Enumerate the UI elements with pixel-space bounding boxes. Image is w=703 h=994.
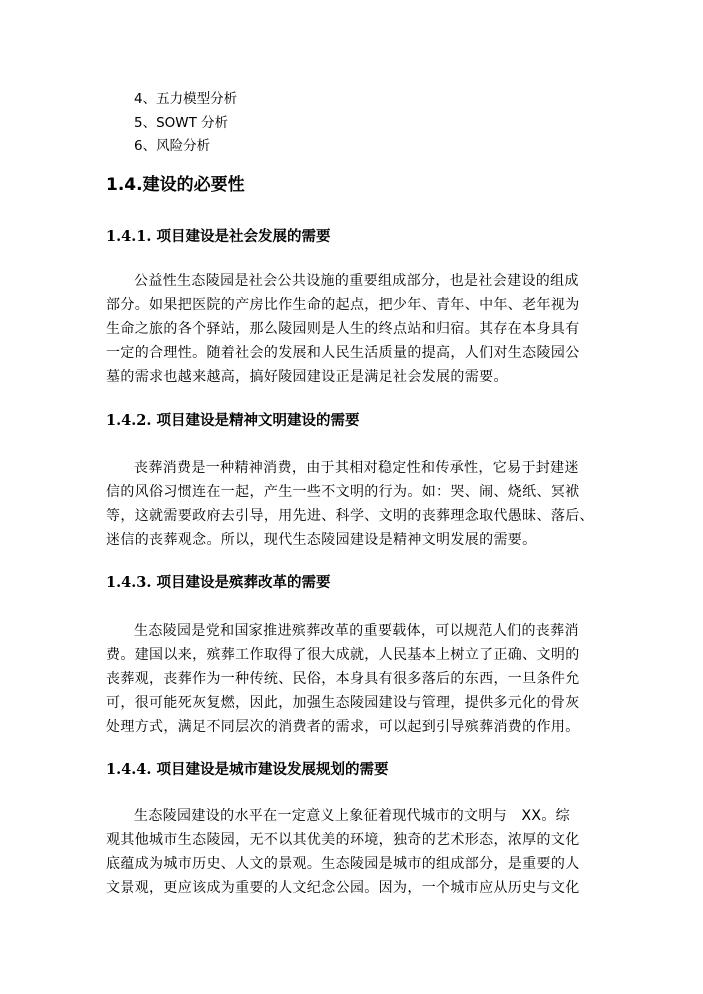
paragraph-line: 观其他城市生态陵园，无不以其优美的环境，独奇的艺术形态，浓厚的文化 (106, 832, 580, 848)
paragraph-line: 生态陵园是党和国家推进殡葬改革的重要载体，可以规范人们的丧葬消 (134, 623, 579, 639)
list-item: 6、风险分析 (134, 138, 211, 154)
subsection-heading: 1.4.2. 项目建设是精神文明建设的需要 (106, 412, 360, 429)
subsection-heading: 1.4.3. 项目建设是殡葬改革的需要 (106, 574, 331, 591)
section-heading: 1.4.建设的必要性 (106, 175, 245, 195)
paragraph-line: 费。建国以来，殡葬工作取得了很大成就，人民基本上树立了正确、文明的 (106, 647, 580, 663)
subsection-heading: 1.4.1. 项目建设是社会发展的需要 (106, 228, 331, 245)
paragraph-line: 一定的合理性。随着社会的发展和人民生活质量的提高，人们对生态陵园公 (106, 345, 580, 361)
paragraph-line: 生态陵园建设的水平在一定意义上象征着现代城市的文明与 XX。综 (134, 808, 571, 824)
subsection-heading: 1.4.4. 项目建设是城市建设发展规划的需要 (106, 761, 389, 778)
paragraph-line: 底蕴成为城市历史、人文的景观。生态陵园是城市的组成部分，是重要的人 (106, 856, 580, 872)
paragraph-line: 部分。如果把医院的产房比作生命的起点，把少年、青年、中年、老年视为 (106, 297, 580, 313)
list-item: 4、五力模型分析 (134, 91, 238, 107)
paragraph-line: 丧葬观，丧葬作为一种传统、民俗，本身具有很多落后的东西，一旦条件允 (106, 671, 580, 687)
paragraph-line: 处理方式，满足不同层次的消费者的需求，可以起到引导殡葬消费的作用。 (106, 719, 580, 735)
paragraph-line: 公益性生态陵园是社会公共设施的重要组成部分，也是社会建设的组成 (134, 273, 579, 289)
paragraph-line: 可，很可能死灰复燃，因此，加强生态陵园建设与管理，提供多元化的骨灰 (106, 695, 580, 711)
paragraph-line: 等，这就需要政府去引导，用先进、科学、文明的丧葬理念取代愚昧、落后、 (106, 508, 594, 524)
paragraph-line: 信的风俗习惯连在一起，产生一些不文明的行为。如：哭、闹、烧纸、冥袱 (106, 484, 580, 500)
paragraph-line: 生命之旅的各个驿站，那么陵园则是人生的终点站和归宿。其存在本身具有 (106, 321, 580, 337)
list-item: 5、SOWT 分析 (134, 115, 229, 131)
paragraph-line: 迷信的丧葬观念。所以，现代生态陵园建设是精神文明发展的需要。 (106, 532, 537, 548)
paragraph-line: 墓的需求也越来越高，搞好陵园建设正是满足社会发展的需要。 (106, 369, 508, 385)
paragraph-line: 文景观，更应该成为重要的人文纪念公园。因为，一个城市应从历史与文化 (106, 880, 580, 896)
paragraph-line: 丧葬消费是一种精神消费，由于其相对稳定性和传承性，它易于封建迷 (134, 460, 579, 476)
